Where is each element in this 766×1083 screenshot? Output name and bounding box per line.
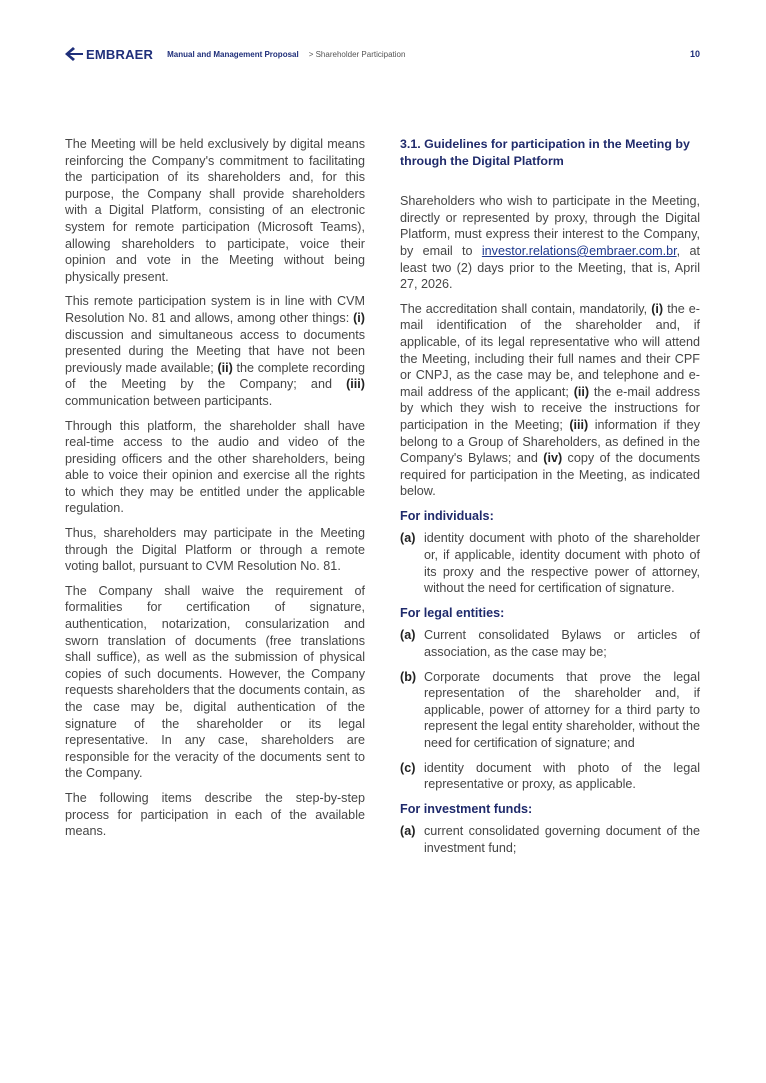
text-segment: Thus, shareholders may participate in the Meeting through the Digital Platform or through a remote voting ballot, pursuant to CVM Resolution No. 81. xyxy=(65,526,365,574)
item-label: (c) xyxy=(400,760,416,775)
enumerator: (i) xyxy=(353,310,365,325)
text-segment: information if they belong to a Group of Shareholders, as defined in the Company's Bylaws; and xyxy=(400,417,700,466)
text-segment: the complete recording of the Meeting by the Company; and xyxy=(65,360,365,392)
paragraph xyxy=(400,193,700,293)
item-text: identity document with photo of the legal representative or proxy, as applicable. xyxy=(424,760,700,792)
text-segment: the e-mail identification of the shareholder and, if applicable, of its legal representative who will attend the Meeting, including their full names and their CPF or CNPJ, as the case may be, and telephone and e-mail address of the applicant; xyxy=(400,301,700,399)
subheading: For investment funds: xyxy=(400,801,533,816)
text-segment: communication between participants. xyxy=(65,393,273,408)
subheading: For legal entities: xyxy=(400,605,505,620)
list-item xyxy=(400,669,700,752)
enumerator: (ii) xyxy=(573,384,590,399)
item-text: current consolidated governing document of the investment fund; xyxy=(424,824,700,855)
enumerator: (iii) xyxy=(569,417,589,432)
embraer-arrow-icon xyxy=(64,46,84,62)
list-item xyxy=(400,823,700,856)
paragraph xyxy=(65,583,365,782)
paragraph xyxy=(65,418,365,518)
paragraph xyxy=(65,525,365,575)
paragraph xyxy=(65,293,365,409)
item-label: (a) xyxy=(400,628,416,643)
left-column xyxy=(65,136,365,848)
item-text: identity document with photo of the shareholder or, if applicable, identity document with photo of its proxy and the respective power of attorney, without the need for certification of signature. xyxy=(424,531,700,596)
item-label: (a) xyxy=(400,531,416,546)
list-item xyxy=(400,760,700,793)
text-segment: The Meeting will be held exclusively by digital means reinforcing the Company's commitment to facilitating the participation of its shareholders and, for this purpose, the Company shall provide shareholders with a Digital Platform, consisting of an electronic system for remote participation (Microsoft Teams), allowing shareholders to participate, voice their opinion and vote in the Meeting without being physically present. xyxy=(65,137,365,284)
text-segment: The Company shall waive the requirement of formalities for certification of signature, authentication, notarization, consularization and sworn translation of documents (free translations shall suffice), as well as the submission of physical copies of such documents. However, the Company requests shareholders that the documents contain, as the case may be, digital authentication of the signature of the shareholder or its legal representative. In any case, shareholders are responsible for the veracity of the documents sent to the Company. xyxy=(65,583,365,781)
item-label: (b) xyxy=(400,669,417,684)
list-item xyxy=(400,530,700,596)
section-heading: 3.1. Guidelines for participation in the Meeting by through the Digital Platform xyxy=(400,137,690,168)
list-item xyxy=(400,627,700,660)
text-segment: The following items describe the step-by-step process for participation in each of the available means. xyxy=(65,790,365,839)
text-segment: This remote participation system is in line with CVM Resolution No. 81 and allows, among other things: xyxy=(65,294,365,325)
text-segment: , at least two (2) days prior to the Meeting, that is, April 27, 2026. xyxy=(400,243,700,292)
enumerator: (i) xyxy=(651,301,664,316)
breadcrumb-section[interactable]: > Shareholder Participation xyxy=(308,49,406,59)
item-text: Corporate documents that prove the legal representation of the shareholder and, if applicable, power of attorney for a third party to represent the legal entity shareholder, without the need for certification of signature; and xyxy=(424,669,700,750)
text-segment: copy of the documents required for participation in the Meeting, as indicated below. xyxy=(400,451,701,499)
paragraph xyxy=(65,790,365,840)
right-column xyxy=(400,136,700,865)
logo-text: EMBRAER xyxy=(86,46,154,62)
page-number: 10 xyxy=(689,49,700,59)
enumerator: (iii) xyxy=(346,377,365,392)
text-segment: the e-mail address by which they wish to receive the instructions for participation in the Meeting; xyxy=(400,384,700,432)
text-segment: Shareholders who wish to participate in the Meeting, directly or represented by proxy, through the Digital Platform, must express their interest to the Company, by email to xyxy=(400,194,700,258)
email-link[interactable]: investor.relations@embraer.com.br xyxy=(481,243,677,258)
item-text: Current consolidated Bylaws or articles of association, as the case may be; xyxy=(424,628,700,660)
text-segment: discussion and simultaneous access to documents presented during the Meeting that have not been previously made available; xyxy=(65,327,365,375)
item-label: (a) xyxy=(400,824,416,839)
subheading: For individuals: xyxy=(400,508,494,523)
enumerator: (iv) xyxy=(543,451,563,466)
enumerator: (ii) xyxy=(217,360,233,375)
breadcrumb-document[interactable]: Manual and Management Proposal xyxy=(167,49,299,59)
page-header xyxy=(64,44,700,64)
text-segment: The accreditation shall contain, mandatorily, xyxy=(400,301,652,316)
paragraph xyxy=(400,301,700,500)
embraer-logo xyxy=(64,46,153,62)
paragraph xyxy=(65,136,365,285)
text-segment: Through this platform, the shareholder shall have real-time access to the audio and video of the presiding officers and the other shareholders, being able to voice their opinion and exercise all the rights to which they may be entitled under the applicable regulation. xyxy=(65,418,365,516)
